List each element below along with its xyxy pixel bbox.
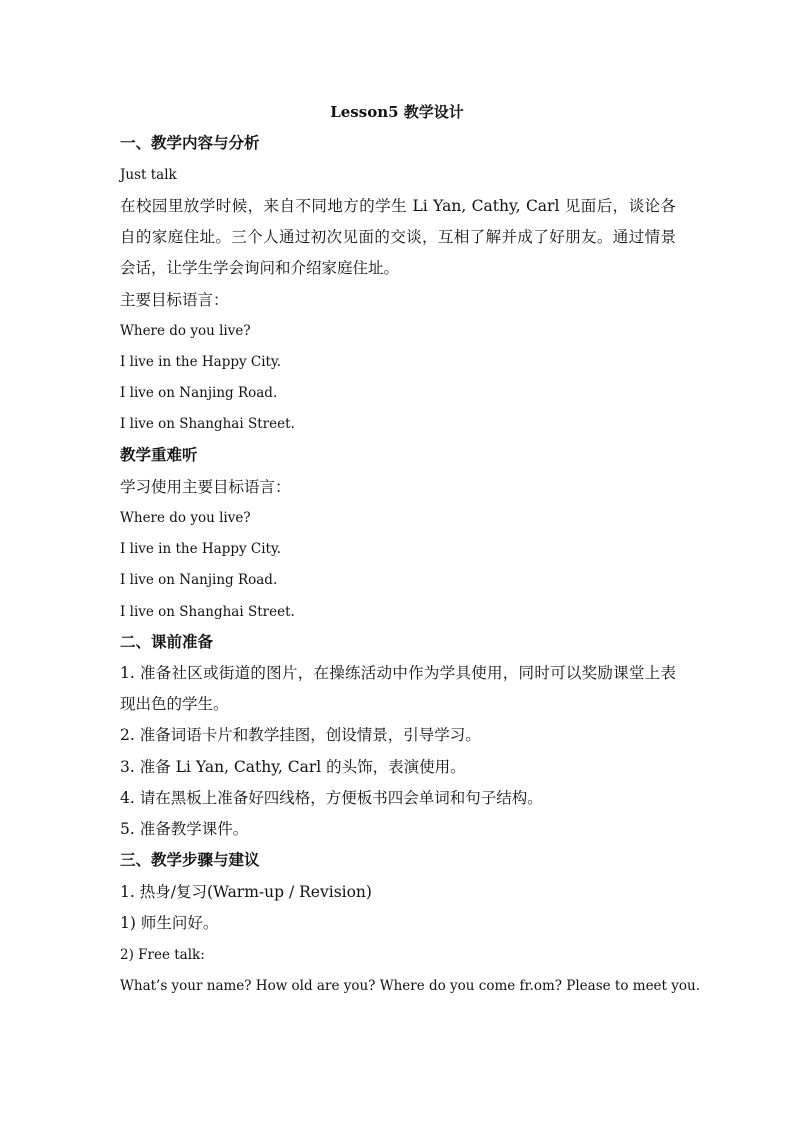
key-sentence: I live on Nanjing Road. [120, 572, 278, 588]
section-heading-teaching-steps: 三、教学步骤与建议 [120, 850, 260, 869]
key-sentence: I live on Shanghai Street. [120, 604, 295, 620]
preparation-item: 4. 请在黑板上准备好四线格，方便板书四会单词和句子结构。 [120, 789, 543, 807]
step-warm-up: 1. 热身/复习(Warm-up / Revision) [120, 883, 372, 901]
target-sentence: Where do you live? [120, 323, 251, 339]
key-sentence: Where do you live? [120, 510, 251, 526]
step-greeting: 1) 师生问好。 [120, 914, 219, 932]
preparation-item: 5. 准备教学课件。 [120, 820, 249, 838]
step-free-talk: 2) Free talk: [120, 947, 205, 963]
section-heading-content-analysis: 一、教学内容与分析 [120, 133, 260, 152]
target-sentence: I live on Shanghai Street. [120, 416, 295, 432]
key-points-label: 学习使用主要目标语言： [120, 478, 291, 496]
target-sentence: I live in the Happy City. [120, 354, 282, 370]
document-title: Lesson5 教学设计 [330, 103, 464, 121]
subtitle-just-talk: Just talk [120, 167, 177, 183]
free-talk-dialogue: What’s your name? How old are you? Where do you come fr.om? Please to meet you. [120, 978, 701, 994]
key-sentence: I live in the Happy City. [120, 541, 282, 557]
preparation-item: 2. 准备词语卡片和教学挂图，创设情景，引导学习。 [120, 726, 481, 744]
preparation-item: 1. 准备社区或街道的图片，在操练活动中作为学具使用，同时可以奖励课堂上表现出色的学生。 [120, 664, 676, 713]
target-language-label: 主要目标语言： [120, 291, 229, 309]
section-heading-preparation: 二、课前准备 [120, 632, 214, 651]
preparation-item: 3. 准备 Li Yan, Cathy, Carl 的头饰，表演使用。 [120, 758, 466, 776]
section-heading-key-points: 教学重难听 [120, 445, 198, 464]
content-description: 在校园里放学时候，来自不同地方的学生 Li Yan, Cathy, Carl 见面后，谈论各自的家庭住址。三个人通过初次见面的交谈，互相了解并成了好朋友。通过情景会话，让学生学会询问和介绍家庭住址。 [120, 197, 676, 277]
target-sentence: I live on Nanjing Road. [120, 385, 278, 401]
